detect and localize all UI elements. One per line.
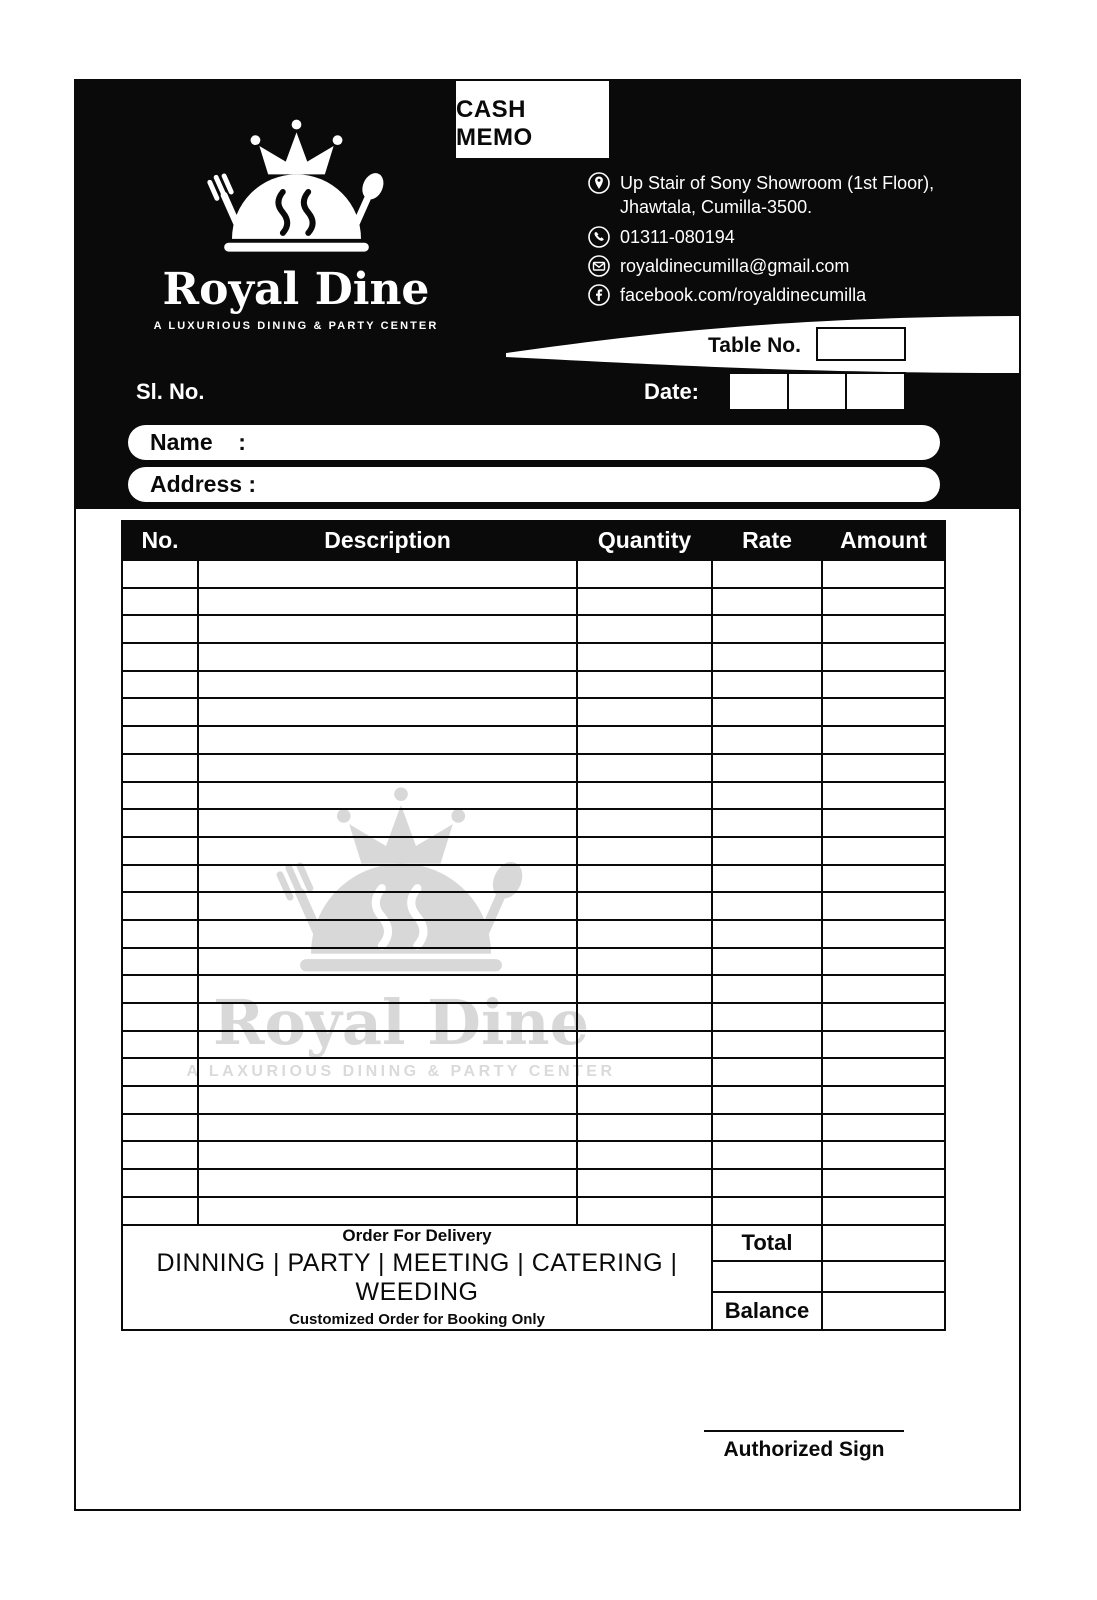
header (76, 81, 1021, 509)
facebook-icon (588, 284, 610, 306)
item-cell (122, 1141, 198, 1169)
item-cell (712, 671, 822, 699)
item-cell (822, 754, 945, 782)
item-cell (712, 948, 822, 976)
brand-logo (146, 115, 446, 332)
contact-facebook: facebook.com/royaldinecumilla (620, 285, 867, 306)
phone-icon (588, 226, 610, 248)
item-cell (712, 588, 822, 616)
spacer-label-cell (712, 1261, 822, 1292)
name-label: Name : (150, 429, 246, 455)
item-cell (577, 1197, 712, 1225)
item-cell (822, 1197, 945, 1225)
item-cell (712, 1197, 822, 1225)
item-cell (822, 837, 945, 865)
location-icon (588, 172, 610, 194)
item-cell (577, 560, 712, 588)
item-cell (577, 588, 712, 616)
contact-phone-row (588, 225, 1018, 249)
address-label: Address : (150, 471, 257, 497)
item-cell (822, 1114, 945, 1142)
contact-address-line1: Up Stair of Sony Showroom (1st Floor), (620, 173, 935, 193)
item-cell (122, 643, 198, 671)
date-month-cell (789, 374, 848, 409)
items-table (121, 520, 946, 1331)
item-cell (122, 892, 198, 920)
brand-tagline: A LUXURIOUS DINING & PARTY CENTER (153, 320, 439, 333)
item-cell (198, 1114, 577, 1142)
item-cell (198, 560, 577, 588)
services-line: DINNING | PARTY | MEETING | CATERING | WEEDING (156, 1249, 678, 1306)
item-cell (822, 892, 945, 920)
item-cell (577, 1169, 712, 1197)
royal-dine-crown-cloche-icon (189, 115, 404, 265)
item-cell (822, 1058, 945, 1086)
item-cell (822, 588, 945, 616)
item-cell (712, 975, 822, 1003)
table-no-label: Table No. (708, 334, 801, 357)
sl-no-label: Sl. No. (136, 379, 205, 404)
address-field (128, 467, 940, 502)
item-row (122, 1086, 945, 1114)
item-cell (122, 754, 198, 782)
item-cell (712, 865, 822, 893)
item-cell (712, 1086, 822, 1114)
item-row (122, 809, 945, 837)
booking-note: Customized Order for Booking Only (289, 1311, 545, 1328)
date-day-cell (730, 374, 789, 409)
item-cell (198, 865, 577, 893)
item-cell (822, 1141, 945, 1169)
item-cell (822, 560, 945, 588)
item-cell (577, 1003, 712, 1031)
item-row (122, 1141, 945, 1169)
item-cell (712, 1058, 822, 1086)
item-row (122, 754, 945, 782)
item-cell (198, 892, 577, 920)
spacer-amount-cell (822, 1261, 945, 1292)
total-row (122, 1225, 945, 1261)
item-cell (822, 948, 945, 976)
contact-email: royaldinecumilla@gmail.com (620, 255, 850, 276)
item-cell (122, 726, 198, 754)
item-cell (712, 754, 822, 782)
col-header-rate: Rate (712, 521, 822, 560)
item-cell (822, 671, 945, 699)
item-cell (577, 975, 712, 1003)
item-cell (712, 920, 822, 948)
col-header-no: No. (122, 521, 198, 560)
item-cell (122, 920, 198, 948)
order-for-delivery-title: Order For Delivery (342, 1226, 492, 1245)
balance-label: Balance (712, 1292, 822, 1330)
item-cell (577, 643, 712, 671)
item-cell (822, 615, 945, 643)
item-cell (577, 865, 712, 893)
item-row (122, 782, 945, 810)
item-row (122, 1031, 945, 1059)
item-cell (577, 892, 712, 920)
item-cell (712, 1031, 822, 1059)
item-cell (198, 782, 577, 810)
item-cell (822, 1003, 945, 1031)
item-cell (577, 671, 712, 699)
item-cell (577, 1114, 712, 1142)
item-cell (577, 809, 712, 837)
item-row (122, 975, 945, 1003)
item-cell (822, 782, 945, 810)
item-cell (198, 754, 577, 782)
item-cell (712, 892, 822, 920)
item-cell (577, 726, 712, 754)
item-cell (198, 1169, 577, 1197)
item-cell (198, 1003, 577, 1031)
item-cell (577, 782, 712, 810)
item-cell (577, 1058, 712, 1086)
item-cell (577, 754, 712, 782)
item-cell (712, 643, 822, 671)
item-cell (577, 615, 712, 643)
brand-name: Royal Dine (162, 264, 430, 315)
watermark-tagline: A LAXURIOUS DINING & PARTY CENTER (186, 1063, 616, 1081)
item-cell (822, 809, 945, 837)
contact-address-line2: Jhawtala, Cumilla-3500. (620, 197, 813, 218)
item-row (122, 1003, 945, 1031)
item-cell (122, 782, 198, 810)
total-amount-cell (822, 1225, 945, 1261)
contact-address-row (588, 171, 1018, 220)
item-cell (122, 1114, 198, 1142)
item-cell (712, 726, 822, 754)
item-cell (122, 1086, 198, 1114)
col-header-description: Description (198, 521, 577, 560)
item-cell (822, 920, 945, 948)
item-cell (122, 671, 198, 699)
item-cell (198, 920, 577, 948)
item-cell (122, 809, 198, 837)
item-cell (122, 837, 198, 865)
contact-address (620, 171, 934, 220)
item-cell (122, 588, 198, 616)
item-cell (198, 671, 577, 699)
item-cell (198, 1086, 577, 1114)
item-cell (712, 782, 822, 810)
item-cell (577, 1141, 712, 1169)
item-cell (577, 1031, 712, 1059)
item-cell (122, 975, 198, 1003)
page-title: CASH MEMO (456, 96, 533, 151)
authorized-sign-label: Authorized Sign (723, 1438, 885, 1461)
item-row (122, 643, 945, 671)
items-header-row (122, 521, 945, 560)
item-row (122, 892, 945, 920)
item-cell (712, 615, 822, 643)
item-cell (122, 1197, 198, 1225)
item-row (122, 865, 945, 893)
item-cell (198, 615, 577, 643)
name-field (128, 425, 940, 460)
item-cell (712, 698, 822, 726)
col-header-amount: Amount (822, 521, 945, 560)
cash-memo-tab (456, 81, 609, 158)
item-cell (712, 560, 822, 588)
item-cell (122, 1031, 198, 1059)
item-cell (712, 1003, 822, 1031)
item-cell (712, 1169, 822, 1197)
item-cell (198, 726, 577, 754)
item-cell (822, 1086, 945, 1114)
item-cell (122, 865, 198, 893)
item-cell (822, 975, 945, 1003)
table-no-box (816, 327, 906, 361)
item-cell (822, 1169, 945, 1197)
item-cell (198, 837, 577, 865)
contact-email-row (588, 254, 1018, 278)
item-cell (822, 726, 945, 754)
balance-amount-cell (822, 1292, 945, 1330)
date-label: Date: (644, 379, 700, 404)
item-cell (122, 1003, 198, 1031)
item-cell (122, 698, 198, 726)
item-cell (577, 920, 712, 948)
item-cell (822, 865, 945, 893)
item-cell (712, 1114, 822, 1142)
item-cell (122, 560, 198, 588)
item-cell (198, 1197, 577, 1225)
item-cell (198, 975, 577, 1003)
col-header-quantity: Quantity (577, 521, 712, 560)
contact-block (588, 171, 1018, 307)
item-cell (577, 948, 712, 976)
date-box (728, 372, 906, 411)
item-cell (822, 643, 945, 671)
memo-sheet (74, 79, 1021, 1511)
item-cell (712, 837, 822, 865)
item-cell (712, 809, 822, 837)
item-row (122, 920, 945, 948)
item-cell (198, 588, 577, 616)
item-cell (198, 948, 577, 976)
item-cell (122, 1058, 198, 1086)
item-cell (577, 1086, 712, 1114)
item-row (122, 698, 945, 726)
item-row (122, 560, 945, 588)
item-row (122, 588, 945, 616)
email-icon (588, 255, 610, 277)
item-row (122, 1058, 945, 1086)
item-row (122, 1197, 945, 1225)
contact-facebook-row (588, 283, 1018, 307)
item-cell (198, 1141, 577, 1169)
item-cell (122, 615, 198, 643)
authorized-sign-block (704, 1430, 904, 1462)
item-cell (198, 643, 577, 671)
date-year-cell (847, 374, 904, 409)
item-cell (122, 948, 198, 976)
item-cell (122, 1169, 198, 1197)
watermark-brand-name: Royal Dine (212, 986, 590, 1059)
item-row (122, 837, 945, 865)
delivery-note-cell (122, 1225, 712, 1330)
item-cell (577, 698, 712, 726)
item-row (122, 1114, 945, 1142)
item-row (122, 726, 945, 754)
item-cell (198, 1031, 577, 1059)
item-row (122, 615, 945, 643)
item-cell (822, 1031, 945, 1059)
item-cell (577, 837, 712, 865)
item-row (122, 948, 945, 976)
contact-phone: 01311-080194 (620, 226, 735, 247)
item-cell (198, 809, 577, 837)
total-label: Total (712, 1225, 822, 1261)
item-cell (712, 1141, 822, 1169)
item-cell (198, 1058, 577, 1086)
item-row (122, 671, 945, 699)
item-row (122, 1169, 945, 1197)
item-cell (198, 698, 577, 726)
item-cell (822, 698, 945, 726)
